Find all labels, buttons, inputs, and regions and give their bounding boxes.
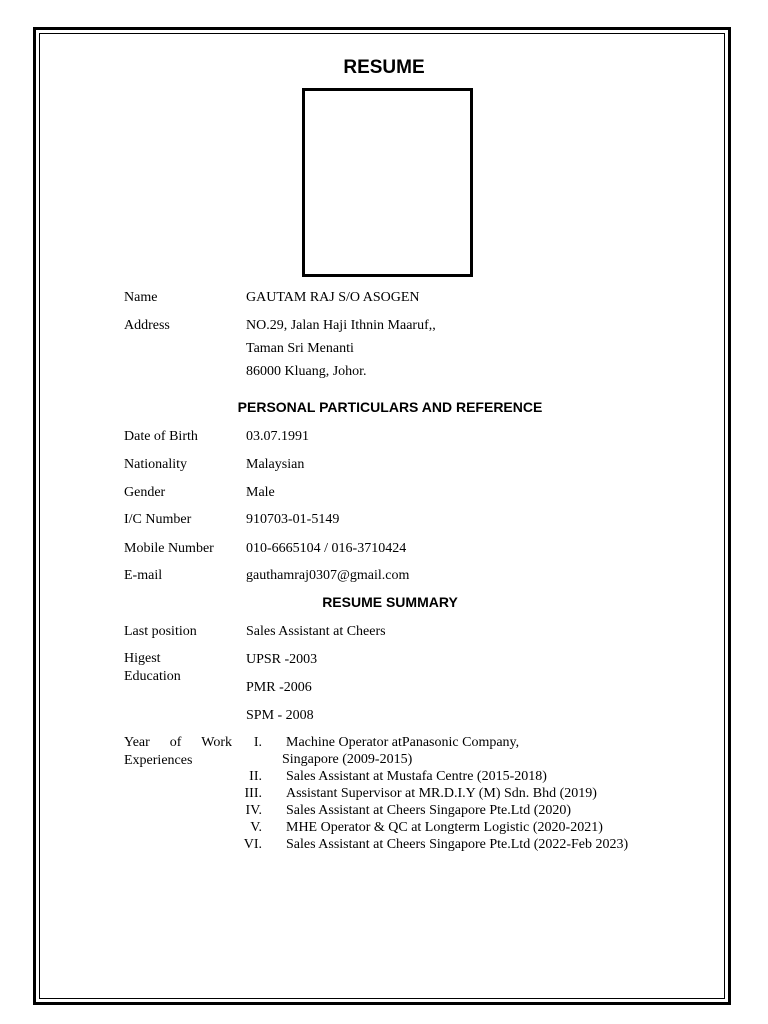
mobile-value: 010-6665104 / 016-3710424 bbox=[246, 541, 407, 556]
work-item: Machine Operator atPanasonic Company, bbox=[286, 735, 520, 750]
education-item: PMR -2006 bbox=[246, 680, 312, 695]
work-number: I. bbox=[253, 735, 262, 750]
photo-placeholder bbox=[302, 88, 473, 277]
address-line: 86000 Kluang, Johor. bbox=[246, 364, 367, 379]
address-line: Taman Sri Menanti bbox=[246, 341, 354, 356]
dob-label: Date of Birth bbox=[124, 429, 198, 444]
work-number: VI. bbox=[243, 837, 262, 852]
work-label-word: Work bbox=[201, 735, 232, 750]
work-number: III. bbox=[244, 786, 262, 801]
education-item: SPM - 2008 bbox=[246, 708, 314, 723]
work-item-continued: Singapore (2009-2015) bbox=[282, 752, 413, 767]
last-position-label: Last position bbox=[124, 624, 197, 639]
work-label-line2: Experiences bbox=[124, 753, 193, 768]
gender-value: Male bbox=[246, 485, 275, 500]
work-item: Sales Assistant at Cheers Singapore Pte.Ltd (2022-Feb 2023) bbox=[286, 837, 629, 852]
dob-value: 03.07.1991 bbox=[246, 429, 309, 444]
work-item: MHE Operator & QC at Longterm Logistic (2020-2021) bbox=[286, 820, 603, 835]
section-personal-heading: PERSONAL PARTICULARS AND REFERENCE bbox=[237, 399, 543, 415]
name-value: GAUTAM RAJ S/O ASOGEN bbox=[246, 290, 420, 305]
email-value: gauthamraj0307@gmail.com bbox=[246, 568, 410, 583]
work-label-word: Year bbox=[124, 735, 150, 750]
nationality-label: Nationality bbox=[124, 457, 187, 472]
work-item: Sales Assistant at Mustafa Centre (2015-2018) bbox=[286, 769, 547, 784]
mobile-label: Mobile Number bbox=[124, 541, 214, 556]
work-item: Assistant Supervisor at MR.D.I.Y (M) Sdn. Bhd (2019) bbox=[286, 786, 597, 801]
ic-number-value: 910703-01-5149 bbox=[246, 512, 340, 527]
work-label-word: of bbox=[169, 735, 182, 750]
work-number: V. bbox=[250, 820, 262, 835]
name-label: Name bbox=[124, 290, 158, 305]
email-label: E-mail bbox=[124, 568, 163, 583]
resume-title: RESUME bbox=[343, 57, 425, 78]
education-label: Higest bbox=[124, 651, 161, 666]
section-summary-heading: RESUME SUMMARY bbox=[322, 594, 458, 610]
gender-label: Gender bbox=[124, 485, 166, 500]
address-line: NO.29, Jalan Haji Ithnin Maaruf,, bbox=[246, 318, 436, 333]
address-label: Address bbox=[124, 318, 170, 333]
education-item: UPSR -2003 bbox=[246, 652, 318, 667]
ic-number-label: I/C Number bbox=[124, 512, 192, 527]
work-number: IV. bbox=[245, 803, 262, 818]
last-position-value: Sales Assistant at Cheers bbox=[246, 624, 386, 639]
work-number: II. bbox=[249, 769, 262, 784]
nationality-value: Malaysian bbox=[246, 457, 305, 472]
work-item: Sales Assistant at Cheers Singapore Pte.Ltd (2020) bbox=[286, 803, 572, 818]
education-label: Education bbox=[124, 669, 181, 684]
